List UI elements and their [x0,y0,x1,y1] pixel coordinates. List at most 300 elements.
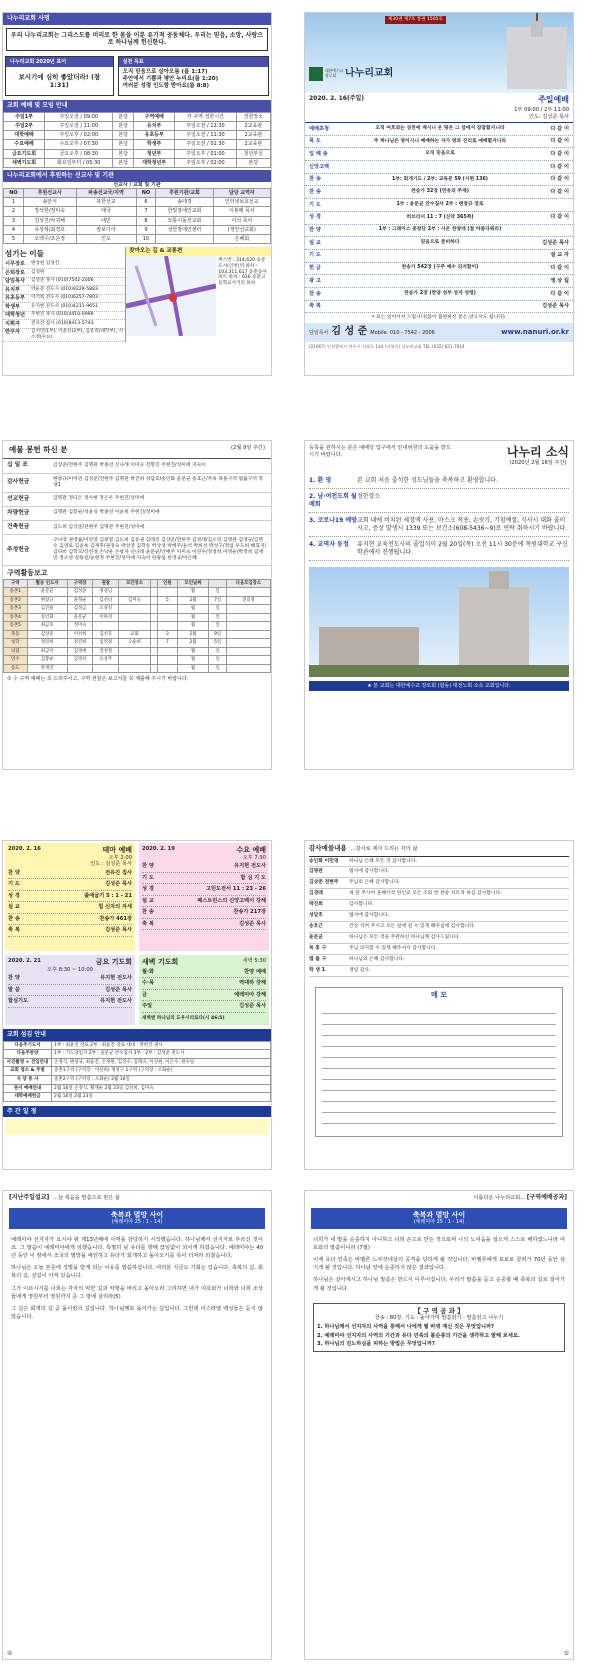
worship-header: 교회 예배 및 모임 안내 [3,100,271,112]
table-cell: 식 당 봉 사 [4,1076,52,1085]
church-name: 나누리교회 [345,67,394,79]
table-cell: 월 [177,622,209,631]
table-cell: 윤혁순 [67,596,93,605]
staff-role: 시무장로 [5,261,26,268]
table-cell: 7일 [209,596,226,605]
table-header-cell [150,579,157,588]
order-person: 다 같 이 [550,150,569,157]
table-cell [119,605,151,614]
table-cell [150,588,157,597]
card-row-label: 찬 양 [8,869,20,876]
news-label: 4. 교역자 동정 [309,541,349,548]
table-cell: 1부 : 기도당일지 2부 : 윤문균 안수집사 3부 : 2부 : 김성준 전도사 [52,1050,271,1059]
order-person: 다 같 이 [550,176,569,183]
table-cell: 2교육관 [236,131,270,140]
sermon-paragraph: 그 길은 회개의 길 곧 돌이킴의 길입니다. 하나님께로 돌아가는 길입니다. 그런데 이스라엘 백성들은 듣지 않았습니다. [11,1305,263,1321]
service-label: 주일예배 [538,95,569,104]
sermon-paragraph: 예레미야 선지자가 요시야 왕 제13년째에 사역을 감당하기 시작했습니다. 하나님께서 선지자로 부르신 것이죠. 그 말씀이 예레미야에게 임했습니다. 특별히 남 유다를 향해 끊임없이 외치게 하셨습니다. 예레미야는 40년 동안 이 땅에서 조국의 멸망을 예언하고 유다가 회개하고 돌아오기를 목이 터져라 외쳤습니다. [11,1236,263,1259]
table-row [4,596,271,605]
table-cell: 1부 : 최윤진 장로 2부 : 최윤진 장로 대대 : 박현진 권사 [52,1041,271,1050]
table-cell: 일 [209,613,226,622]
offering-type: 선교헌금 [7,495,30,502]
table-cell: 손경식, 변창규, 최윤진, 손정원, 김진수, 김래숙, 이선현, 이은수, 한수일 [52,1058,271,1067]
table-cell: 사진촬영 + 진입안내 [4,1058,52,1067]
card-row [142,990,266,1002]
sermon-paragraph: 하나님은 오늘 본문에 징벌을 받게 되는 이유를 말씀하십니다. 여러분 지금도 기회는 있습니다. 축복의 길, 회복의 길, 살길이 아직 있습니다. [11,1265,263,1280]
order-row [305,186,573,199]
table-cell: (정안선교회) [213,225,270,234]
order-label: 헌 금 [309,265,321,272]
website-link[interactable]: www.nanuri.or.kr [501,328,569,337]
news-text: 정한장소 [357,493,381,500]
building-caption: ★ 본 교회는 대한예수교 장로회 (합동) 대전노회 소속 교회입니다. [309,681,569,691]
offering-names: 김명관 김봉순/성윤성 박종선 이윤희 주현진/성미애 [53,510,160,516]
staff-row [3,329,125,342]
table-cell [226,588,270,597]
staff-name: 변상원 임성진 [31,261,60,267]
thanks-title: 감사예물내용 [309,844,347,852]
table-cell: 학생부 [134,140,175,149]
table-cell: 각 구역 정한시간 [175,112,236,121]
table-cell [226,656,270,665]
table-cell: 3 [4,216,24,225]
church-address: (21667) 인천광역시 연수구 선학로 144 (선학동) 나누리교회 TEL (032) 821-7914 [309,343,465,349]
table-cell [226,605,270,614]
card-row-label: 찬 양 [8,975,20,982]
table-header-cell: 모인날짜 [177,579,209,588]
table-cell: 임연정 [93,639,119,648]
order-person: 다 같 이 [550,189,569,196]
table-header-cell: 구역장 [67,579,93,588]
table-cell: 송도 [4,664,28,673]
table-cell: 일 [209,588,226,597]
table-cell: 4 [4,225,24,234]
staff-name: 김성준 목사 (010)7542-2006 [31,278,94,284]
table-row [4,622,271,631]
table-cell [158,588,178,597]
friday-prayer-card [5,955,135,1025]
table-cell: 청년부 [134,149,175,158]
table-row [4,140,271,149]
thanks-row [309,867,569,878]
order-label: 찬 송 [309,290,321,297]
table-cell: 일 [209,622,226,631]
mission-sub: 선교사 / 교회 및 기관 [113,181,161,188]
order-label: 예배초청 [309,125,330,132]
table-cell: 김성준 [67,588,93,597]
sermon-verse: (예레미야 25 : 1 - 14) [111,1219,163,1226]
table-cell: 본당 [113,112,134,121]
table-cell: 일 [209,656,226,665]
table-row [4,639,271,648]
order-label: 찬 송 [309,176,321,183]
page-7 [2,1190,272,1660]
table-cell: 목동 [4,630,28,639]
news-label: 1. 환 영 [309,476,332,484]
table-cell: 인도 [76,235,136,244]
card-lead: 인도 : 김성준 목사 [90,861,132,868]
thanks-name: 송호근 [309,924,323,930]
card-note: 새벽엔 하나님의 도우시리로다(시 46:5) [142,1015,225,1021]
staff-title: 섬기는 이들 [5,249,44,259]
table-cell [158,664,178,673]
table-cell [226,622,270,631]
table-cell [150,656,157,665]
issue-info: 제30권 제7호 통권 1505호 [385,16,446,24]
table-cell: 2월 [177,630,209,639]
service-note: • 표는 일어서서 드립니다(몸이 불편하신 분은 앉으셔도 됩니다). [371,315,507,321]
table-cell [119,622,151,631]
table-cell: 윤문균 [27,588,67,597]
schedule-title: 주 간 일 정 [3,1106,271,1118]
news-item [309,537,569,561]
table-cell: 7 [136,207,156,216]
table-row [4,664,271,673]
table-cell [226,613,270,622]
offering-type: 건축헌금 [7,524,30,531]
order-row [305,288,573,301]
staff-name: 이석희 전도사 (010)6257-7803 [31,295,98,301]
card-row [8,902,132,914]
offering-names: 변창규/이미연 김성준/전현주 김명관 박진희 성담호/송인화 윤문균 송호근/주옥 목홍구역 법률구역 학생1 [53,476,264,488]
card-time: 새벽 5:30 [242,958,266,964]
page-3 [2,440,272,770]
card-row-label: 축 복 [8,927,20,934]
table-cell: 구역예배 [134,112,175,121]
news-date: (2020년 2월 16일 주간) [509,460,567,466]
card-title: 금요 기도회 [95,958,132,966]
table-cell: 주일2부 [4,121,45,130]
table-cell: 수요오후 / 07:30 [45,140,113,149]
order-of-service [305,122,573,313]
order-row [305,161,573,174]
page-number: ④ [7,1649,13,1657]
table-row [4,630,271,639]
table-cell: 변창규 [27,596,67,605]
table-cell: 오백수/조은정 [23,235,76,244]
table-cell [158,656,178,665]
table-cell: 금요오후 / 08:30 [45,149,113,158]
thanks-text: 주님의 은혜 감사합니다. [349,880,400,886]
order-person: 다 같 이 [550,290,569,297]
order-row [305,148,573,161]
order-row [305,301,573,314]
news-item [309,489,569,513]
order-content: 믿음으로 준비하다 [420,240,460,246]
offering-row [3,521,271,535]
order-row [305,250,573,263]
order-content: 주 하나님은 영이시니 예배하는 자가 영과 진리로 예배할지니라 [373,138,507,144]
study-title: 축복과 멸망 사이 [412,1210,466,1219]
table-cell: 태국 [76,207,136,216]
order-label: 축 복 [309,303,321,310]
table-cell: 한빛장애인교회 [156,207,213,216]
card-row-label: 성 경 [142,886,154,893]
table-cell: 본당 [113,140,134,149]
thanks-name: 목 홍 구 [309,946,327,952]
service-date: 2020. 2. 16(주일) [309,95,365,102]
table-header-cell: NO [4,188,24,197]
card-row-value: 역대하 강해 [239,980,266,987]
table-cell: 성안장애인센터 [156,225,213,234]
order-person: 다 같 이 [550,265,569,272]
card-row [8,985,132,997]
order-row [305,237,573,250]
card-title: 새벽 기도회 [142,958,179,966]
news-text: 유지현 교육전도사의 졸업식이 2월 20일(목) 오전 11시 30분에 목원대학교 구신학관에서 진행됩니다. [357,541,568,556]
thanks-name: 김경래 [309,891,323,897]
card-row [8,879,132,891]
table-cell: 7 [158,639,178,648]
table-row [4,613,271,622]
staff-role: 유초등부 [5,295,26,302]
card-row [8,914,132,926]
order-row [305,123,573,136]
study-paragraph: 하나님은 살아계시고 하나님 말씀은 반드시 이루어집니다. 우리가 말씀을 듣고 순종할 때 축복의 길로 걸어가게 될 것입니다. [313,1277,565,1292]
order-person: 다 같 이 [550,214,569,221]
card-row-label: 축 복 [142,920,154,927]
staff-name: 김성현 [31,269,45,275]
question-item: 1. 하나님께서 선지자의 사역을 통해서 나에게 뭘 바꿔 계신 것은 무엇입니까? [317,1324,494,1331]
table-cell: 대학청년부 [134,158,175,167]
offering-type: 주정헌금 [7,546,30,553]
table-cell: 수요예배 [4,140,45,149]
table-cell: 본당 [113,149,134,158]
table-cell: 대만 [76,216,136,225]
card-row-value: 고린도전서 11 : 23 - 26 [206,886,266,893]
vision-header: 나누리교회 사명 [3,13,271,25]
staff-name: 유지현 전도사 (010)4211-9651 [31,303,98,309]
order-content: 히브리서 11 : 7 (신약 365쪽) [406,214,474,220]
order-label: 설 교 [309,239,321,246]
offering-title: 예물 봉헌 하신 분 [9,445,68,454]
offering-list [3,459,271,566]
table-cell: 김경선 [67,656,93,665]
card-row-value: 전유진 집사 [105,869,132,876]
table-cell [119,613,151,622]
table-cell: 오순희 [119,639,151,648]
order-content: 1부 : 윤문균 안수집사 2부 : 변창규 장로 [396,201,484,207]
table-cell: 월 [177,588,209,597]
staff-role: 반주자 [5,329,21,336]
card-row [142,873,266,885]
service-leader: 인도: 김성준 목사 [528,113,569,120]
study-verse: (예레미야 25 : 1 - 14) [413,1219,465,1226]
thanks-row [309,878,569,889]
table-cell: 이석 목사 [213,216,270,225]
page-8 [304,1190,574,1660]
table-header-cell: 인원 [158,579,178,588]
table-cell [119,664,151,673]
card-row [8,996,132,1008]
table-cell: 교회 청소 & 주방 [4,1067,52,1076]
staff-role: 유치부 [5,286,21,293]
table-cell: 2 [4,207,24,216]
card-row-value: 찬양 예배 [244,968,266,975]
order-person: 설 교 자 [550,252,569,259]
thanks-text: 하나님의 은혜 감사합니다. [349,957,405,963]
thanks-name: 성담호 [309,913,323,919]
order-person: 다 같 이 [550,125,569,132]
table-cell: 일 [209,664,226,673]
thanks-name: 법 률 구 [309,957,327,963]
card-row-label: 기 도 [8,881,20,888]
staff-row [3,278,125,287]
goal-item: 여러분 성령 인도함 받아요(롬 8:8) [122,82,209,89]
card-row-value: 찬송가 461장 [99,915,132,922]
study-title-bar [311,1208,567,1229]
questions-title: 【 구 역 공 과 】 [414,1306,464,1315]
table-cell: 송촌1구역 (구역장 : 이선희) 정성구 1구역 (구역장 : 오화순) [52,1067,271,1076]
table-cell: 주일오전 / 11:00 [45,121,113,130]
table-cell: 송촌2 [4,596,28,605]
table-cell: 3 [158,630,178,639]
table-cell: 권서 예배안내 [4,1084,52,1093]
thanks-list [309,856,569,978]
order-content: 찬송가 542장 (구주 예수 의지함이) [401,265,479,271]
card-row-label: 찬 양 [142,863,154,870]
staff-row [3,286,125,295]
news-label: 2. 남·여전도회 월례회 [309,493,357,508]
thanks-row [309,911,569,922]
sermon-title: 축복과 멸망 사이 [110,1210,164,1219]
thanks-name: 윤문균 [309,935,323,941]
table-header-cell: 다음모임장소 [226,579,270,588]
table-cell: 주일1부 [4,112,45,121]
table-row [4,1058,271,1067]
offering-type: 감사헌금 [7,478,30,485]
table-cell [119,647,151,656]
card-row [8,925,132,937]
order-label: 광 고 [309,277,321,284]
table-row [4,588,271,597]
staff-role: 지휘자 [5,320,21,327]
offering-row [3,493,271,507]
order-row [305,174,573,187]
mission-header: 나누리교회에서 후원하는 선교사 및 기관 [3,170,271,182]
study-body [305,1232,573,1297]
card-row [142,919,266,931]
order-content: 찬송가 32장 (만유의 주재) [411,189,469,195]
table-cell: 본당 [236,158,270,167]
worship-table [3,112,271,169]
staff-name: 박순문 전도사 (010)9229-5883 [31,286,98,292]
table-cell: 교회 [119,630,151,639]
table-row [4,207,271,216]
table-cell: 송촌5 [4,622,28,631]
table-cell: 주일오전 / 11:30 [175,131,236,140]
table-row [4,1050,271,1059]
year-title: 나누리교회 2020년 표어 [6,57,113,67]
table-cell: 청학 [4,639,28,648]
table-row [4,1093,271,1102]
table-cell: 김미숙 [119,596,151,605]
thanks-row [309,933,569,944]
table-cell [158,622,178,631]
table-cell: 김성금 [67,605,93,614]
table-cell: 다음주기도자 [4,1041,52,1050]
table-cell: 6 [136,198,156,207]
table-cell: 모퉁이돌선교회 [156,216,213,225]
table-cell: 유상주 [93,656,119,665]
news-list [305,471,573,564]
order-label: 성 경 [309,214,321,221]
order-row [305,136,573,149]
offering-row [3,507,271,521]
sermon-title-bar [9,1208,265,1229]
register-intro: 등록을 원하시는 분은 예배당 입구에서 안내위원의 도움을 받으시기 바랍니다. [309,445,451,458]
staff-list [3,261,125,342]
card-row-value: 유지현 전도사 [234,863,266,870]
table-cell: 월 [177,613,209,622]
thanks-text: 하나님 은혜 모든 것 감사합니다. [349,858,417,864]
table-cell [158,647,178,656]
card-title: 수요 예배 [236,846,266,854]
card-row-label: 월·화 [142,968,154,975]
memo-box [315,987,563,1137]
table-cell: 5 [4,235,24,244]
page-4 [304,440,574,770]
offering-names: 김상준/전현주 김명관 박종선 신나래 이미숙 전향진 주현진/성미애 지숙이 [53,463,206,468]
table-cell: 10 [136,235,156,244]
table-row [4,158,271,167]
table-cell: 이하경 [93,613,119,622]
table-cell: 2월 [177,596,209,605]
card-time: 오후 2:00 [108,854,132,861]
table-cell: 일 [209,605,226,614]
card-row [142,896,266,908]
order-label: 기 도 [309,252,321,259]
pastor-bar [305,323,573,342]
thanks-text: 범사에 감사합니다. [349,913,390,919]
card-row [142,1001,266,1013]
table-cell: 유초등부 [134,131,175,140]
thanks-text: 생일 감사. [349,968,371,974]
table-cell: 5일 [209,639,226,648]
table-cell: 주일오전 / 09:00 [45,112,113,121]
study-paragraph: 이제 유다 민족은 바벨론 느부갓네살의 공격을 당하게 될 것입니다. 바벨론에게 포로로 끌려가 70년 동안 섬기게 될 것입니다. 하나님 앞에 순종하지 않은 결과입니다. [313,1256,565,1272]
news-item [309,473,569,490]
table-cell [226,647,270,656]
table-cell [226,639,270,648]
goal-item: 오직 믿음으로 살아오름 (롬 1:17) [122,68,208,75]
table-cell [226,664,270,673]
table-cell: 최금호 [27,622,67,631]
table-cell: 송촌1 [4,588,28,597]
order-row [305,275,573,288]
card-row-label: 찬 송 [8,915,20,922]
card-row-value: 합 심 기 도 [240,874,266,881]
table-cell: 9 [136,225,156,234]
table-cell: 이선희 [67,630,93,639]
table-header-cell: NO [136,188,156,197]
offering-type: 십 일 조 [7,462,28,469]
offering-row [3,535,271,566]
table-cell: 송만식 [23,198,76,207]
mission-table [3,188,271,245]
table-header-cell: 구역 [4,579,28,588]
card-row-label: 설 교 [8,904,20,911]
thanks-text: 새 달 무사히 올해시작 한인교 모든 조회 반 찬송 치르게 하심 감사합니다. [349,891,502,897]
table-cell: 화요일부터 / 05:30 [45,158,113,167]
table-cell: 주일오전 / 01:30 [175,140,236,149]
table-row [4,1067,271,1076]
table-cell: 본당 [113,131,134,140]
order-row [305,225,573,238]
sermon-sub: ...늘 복음을 말씀으로 믿은 삶 [53,1195,120,1201]
table-cell [119,656,151,665]
card-row-value: 김성준 목사 [105,986,132,993]
